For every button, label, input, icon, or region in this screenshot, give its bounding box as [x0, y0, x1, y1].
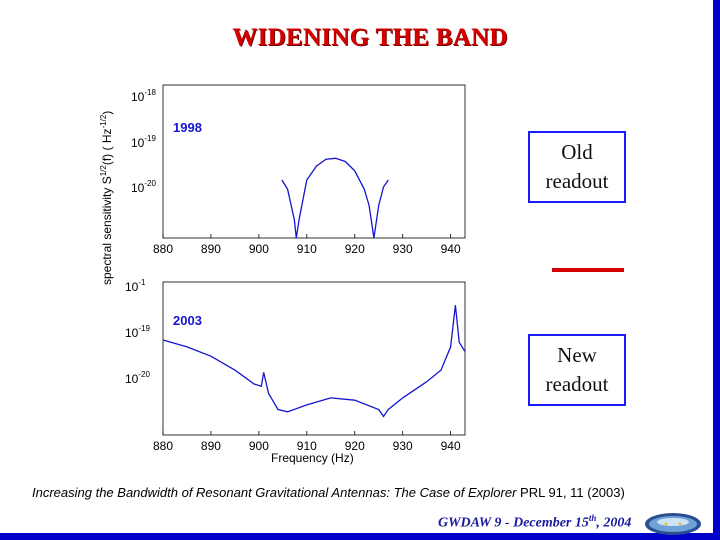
- panel-2003-xtick-label-2: 900: [248, 439, 269, 453]
- new-readout-box: [528, 334, 626, 406]
- panel-1998-ytick-2: $10^{-19}$: [131, 134, 156, 150]
- sensitivity-figure: [95, 75, 475, 470]
- panel-2003-ytick-2: $10^{-19}$: [125, 324, 150, 340]
- panel-1998-ytick-3: $10^{-20}$: [131, 179, 156, 195]
- panel-1998-label: 1998: [173, 120, 202, 135]
- conference-logo-icon: [644, 512, 702, 536]
- footer-sup: th: [588, 513, 597, 523]
- paper-citation: [32, 485, 625, 500]
- new-readout-line-1: New: [557, 343, 597, 367]
- panel-1998-xtick-label-0: 880: [152, 242, 174, 256]
- panel-2003-xtick-label-3: 910: [296, 439, 317, 453]
- slide-frame-bottom: [0, 533, 720, 540]
- old-readout-line-2: readout: [545, 169, 609, 193]
- panel-2003-frame: [163, 282, 465, 435]
- panel-1998-ytick-1: $10^{-18}$: [131, 88, 156, 104]
- panel-1998-frame: [163, 85, 465, 238]
- footer-year: , 2004: [596, 515, 632, 531]
- y-axis-label: spectral sensitivity $S^{1/2}(f)$ ( $Hz^{-1/2}$): [99, 110, 114, 285]
- panel-1998-xtick-label-3: 910: [296, 242, 317, 256]
- slide-frame-right: [713, 0, 720, 540]
- panel-2003-xtick-label-6: 940: [440, 439, 461, 453]
- new-readout-line-2: readout: [545, 372, 609, 396]
- panel-1998-xtick-label-4: 920: [344, 242, 365, 256]
- panel-1998-xtick-label-2: 900: [248, 242, 269, 256]
- panel-1998-xtick-label-6: 940: [440, 242, 461, 256]
- panel-2003-xtick-label-1: 890: [200, 439, 221, 453]
- panel-2003-label: 2003: [173, 313, 202, 328]
- panel-1998: [131, 85, 465, 256]
- panel-2003: [125, 278, 465, 453]
- panel-1998-xtick-label-1: 890: [200, 242, 221, 256]
- panel-1998-xtick-label-5: 930: [392, 242, 413, 256]
- panel-2003-xtick-label-5: 930: [392, 439, 413, 453]
- panel-2003-xtick-label-0: 880: [152, 439, 174, 453]
- citation-journal: PRL 91, 11 (2003): [516, 485, 625, 500]
- red-divider-bar: [552, 268, 624, 272]
- citation-title: Increasing the Bandwidth of Resonant Gravitational Antennas: The Case of Explorer: [32, 485, 517, 500]
- panel-2003-ytick-1: $10^{-1}$: [125, 278, 146, 294]
- old-readout-line-1: Old: [561, 140, 593, 164]
- footer-text: GWDAW 9 - December 15: [438, 515, 589, 531]
- sensitivity-plots-svg: [95, 75, 475, 470]
- panel-2003-ytick-3: $10^{-20}$: [125, 370, 150, 386]
- slide-title: WIDENING THE BAND: [232, 24, 508, 51]
- panel-2003-xtick-label-4: 920: [344, 439, 365, 453]
- conference-footer: [438, 513, 631, 532]
- x-axis-label: Frequency (Hz): [271, 451, 354, 465]
- old-readout-box: [528, 131, 626, 203]
